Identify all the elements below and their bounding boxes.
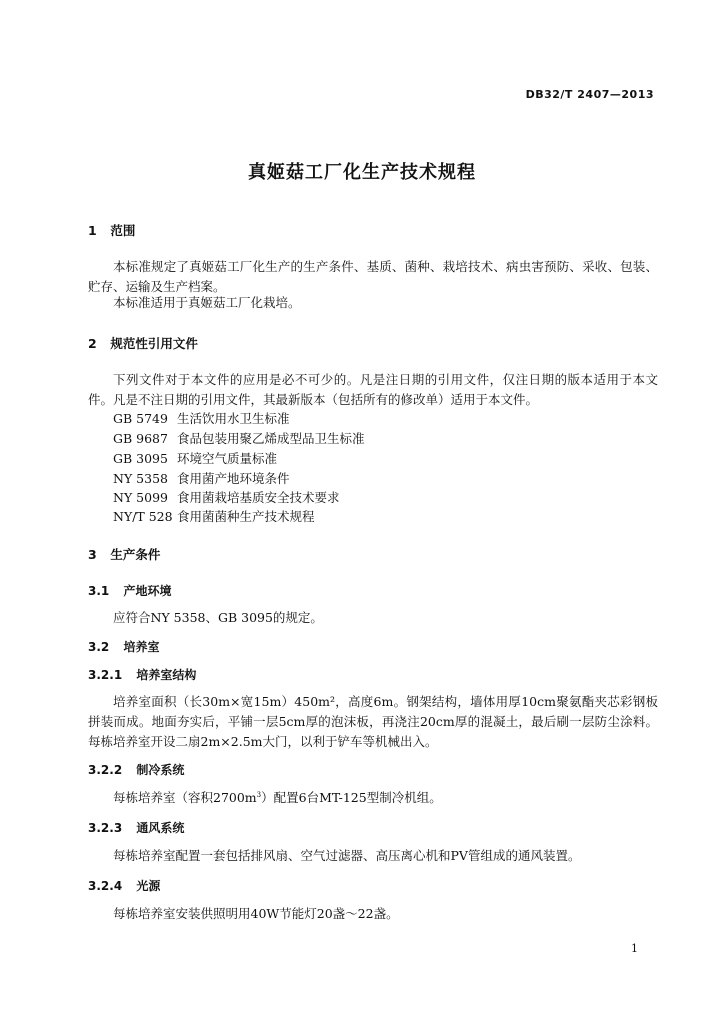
reference-code: NY 5099 xyxy=(113,490,168,505)
reference-code: NY/T 528 xyxy=(113,509,173,524)
section-1-heading xyxy=(88,221,658,239)
standard-code: DB32/T 2407—2013 xyxy=(525,88,654,101)
reference-item xyxy=(113,507,315,525)
reference-name: 食用菌栽培基质安全技术要求 xyxy=(177,490,340,505)
reference-name: 食用菌产地环境条件 xyxy=(177,471,290,486)
section-3-2-4-paragraph: 每栋培养室安装供照明用40W节能灯20盏～22盏。 xyxy=(113,906,399,921)
reference-code: GB 9687 xyxy=(113,431,168,446)
section-3-2-3-paragraph: 每栋培养室配置一套包括排风扇、空气过滤器、高压离心机和PV管组成的通风装置。 xyxy=(113,848,581,863)
reference-item xyxy=(113,429,365,447)
reference-item xyxy=(113,449,277,467)
section-number: 3.1 xyxy=(88,584,110,598)
section-3-2-1-heading xyxy=(88,666,658,683)
section-number: 3.2.4 xyxy=(88,879,123,893)
section-title: 培养室结构 xyxy=(136,668,197,682)
section-title: 光源 xyxy=(136,879,161,893)
section-number: 3.2.2 xyxy=(88,763,123,777)
reference-code: GB 3095 xyxy=(113,451,168,466)
reference-name: 食品包装用聚乙烯成型品卫生标准 xyxy=(177,431,365,446)
section-number: 3.2.1 xyxy=(88,668,123,682)
document-title: 真姬菇工厂化生产技术规程 xyxy=(248,162,476,183)
section-number: 2 xyxy=(88,336,97,351)
page-number: 1 xyxy=(631,942,638,955)
section-3-2-2-heading xyxy=(88,761,658,778)
section-title: 生产条件 xyxy=(110,547,161,562)
section-title: 通风系统 xyxy=(136,821,185,835)
section-1-paragraph-1: 本标准规定了真姬菇工厂化生产的生产条件、基质、菌种、栽培技术、病虫害预防、采收、包装、贮存、运输及生产档案。 xyxy=(88,259,658,294)
section-3-2-3-heading xyxy=(88,819,658,836)
section-title: 规范性引用文件 xyxy=(110,336,198,351)
reference-name: 生活饮用水卫生标准 xyxy=(177,411,290,426)
section-3-heading xyxy=(88,545,658,563)
section-number: 3 xyxy=(88,547,97,562)
reference-code: NY 5358 xyxy=(113,471,168,486)
section-number: 1 xyxy=(88,223,97,238)
text-segment: 每栋培养室（容积2700m xyxy=(113,790,257,805)
section-title: 制冷系统 xyxy=(136,763,185,777)
section-2-paragraph-1: 下列文件对于本文件的应用是必不可少的。凡是注日期的引用文件，仅注日期的版本适用于本文件。凡是不注日期的引用文件，其最新版本（包括所有的修改单）适用于本文件。 xyxy=(88,372,658,407)
text-segment: ）配置6台MT-125型制冷机组。 xyxy=(261,790,442,805)
superscript: 3 xyxy=(256,790,262,799)
section-3-2-4-heading xyxy=(88,877,658,894)
section-title: 产地环境 xyxy=(123,584,172,598)
section-1-paragraph-2: 本标准适用于真姬菇工厂化栽培。 xyxy=(113,295,301,310)
section-3-1-heading xyxy=(88,582,658,599)
reference-code: GB 5749 xyxy=(113,411,168,426)
reference-item xyxy=(113,488,340,506)
section-title: 培养室 xyxy=(123,640,160,654)
reference-name: 环境空气质量标准 xyxy=(177,451,278,466)
reference-item xyxy=(113,409,290,427)
section-number: 3.2.3 xyxy=(88,821,123,835)
section-number: 3.2 xyxy=(88,640,110,654)
section-title: 范围 xyxy=(110,223,136,238)
section-3-2-1-paragraph: 培养室面积（长30m×宽15m）450m²，高度6m。钢架结构，墙体用厚10cm聚氨酯夹芯彩钢板拼装而成。地面夯实后，平铺一层5cm厚的泡沫板，再浇注20cm厚的混凝土，最后刷一层防尘涂料。每栋培养室开设二扇2m×2.5m大门，以利于铲车等机械出入。 xyxy=(88,694,658,749)
section-3-1-paragraph: 应符合NY 5358、GB 3095的规定。 xyxy=(113,610,323,625)
reference-item xyxy=(113,469,290,487)
reference-name: 食用菌菌种生产技术规程 xyxy=(177,509,315,524)
section-3-2-2-paragraph xyxy=(113,788,442,806)
section-3-2-heading xyxy=(88,638,658,655)
section-2-heading xyxy=(88,334,658,352)
